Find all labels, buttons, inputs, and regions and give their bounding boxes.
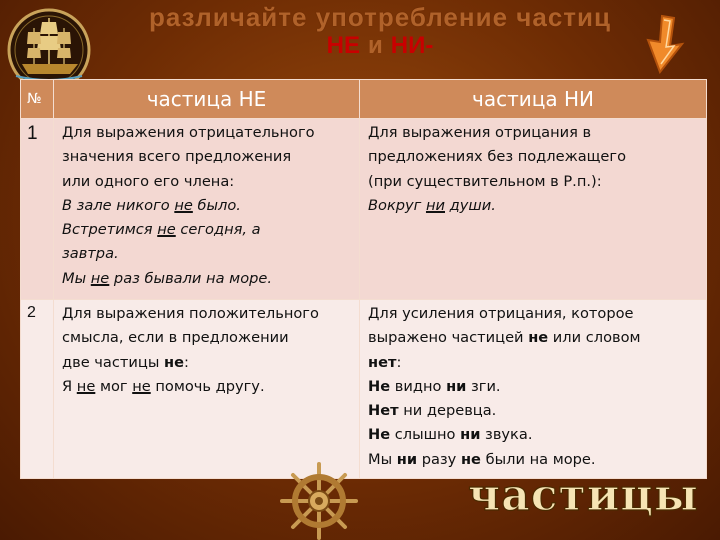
example-line: Не слышно ни звука. (368, 426, 533, 444)
header-ne: частица НЕ (54, 80, 360, 119)
row-number: 2 (21, 300, 54, 479)
cell-ne-rule2 (54, 300, 360, 479)
example-line: Нет ни деревца. (368, 402, 497, 420)
table-header-row (21, 80, 707, 119)
row-number: 1 (21, 119, 54, 300)
example-line: Мы не раз бывали на море. (62, 269, 273, 287)
title-ne: НЕ (326, 32, 360, 59)
down-arrow-icon (640, 14, 688, 74)
text-line: две частицы не: (62, 353, 189, 371)
example-line: Встретимся не сегодня, а (62, 221, 261, 239)
header-number: № (21, 80, 54, 119)
text-line: (при существительном в Р.п.): (368, 172, 602, 190)
text-line: смысла, если в предложении (62, 329, 289, 347)
particles-table (20, 79, 707, 479)
table-row (21, 300, 707, 479)
title-and: и (368, 32, 383, 59)
text-line: значения всего предложения (62, 148, 292, 166)
table-row (21, 119, 707, 300)
text-line: Для выражения отрицательного (62, 124, 315, 141)
cell-ne-rule1 (54, 119, 360, 300)
text-line: предложениях без подлежащего (368, 148, 626, 166)
text-line: или одного его члена: (62, 172, 235, 190)
text-line: Для выражения отрицания в (368, 124, 592, 141)
text-line: выражено частицей не или словом (368, 329, 641, 347)
example-line: Вокруг ни души. (368, 196, 496, 214)
text-line: Для выражения положительного (62, 305, 319, 322)
text-line: Для усиления отрицания, которое (368, 305, 634, 322)
example-line: завтра. (62, 245, 119, 263)
text-line: нет: (368, 353, 402, 371)
example-line: В зале никого не было. (62, 196, 241, 214)
ship-wheel-icon (280, 462, 358, 540)
title-ni: НИ- (390, 32, 434, 59)
example-line: Я не мог не помочь другу. (62, 377, 265, 395)
header-ni: частица НИ (360, 80, 707, 119)
brand-title: частицы (468, 470, 700, 521)
page-subtitle (110, 32, 650, 60)
example-line: Не видно ни зги. (368, 377, 501, 395)
page-title: различайте употребление частиц (149, 2, 611, 32)
cell-ni-rule2 (360, 300, 707, 479)
example-line: Мы ни разу не были на море. (368, 450, 596, 468)
cell-ni-rule1 (360, 119, 707, 300)
